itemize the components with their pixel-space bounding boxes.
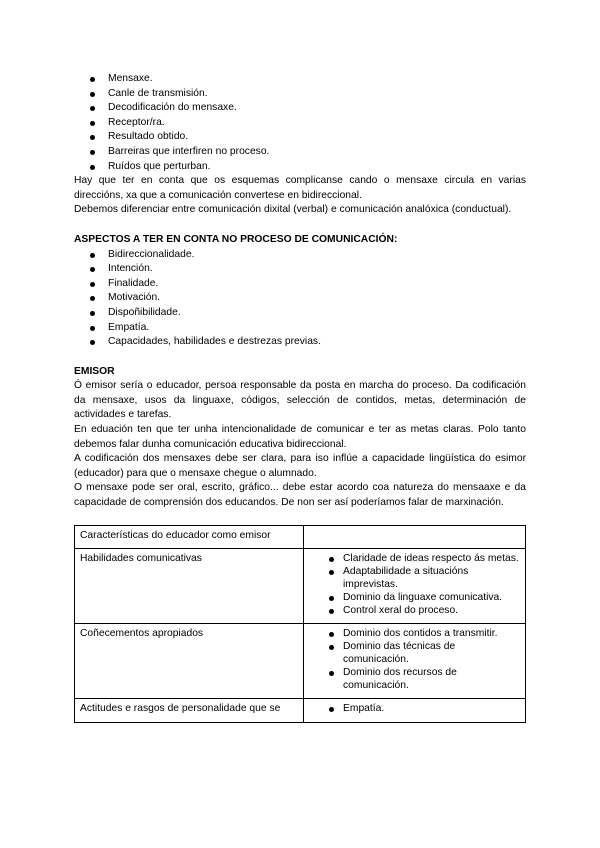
paragraph-codification: A codificación dos mensaxes debe ser clara, para iso inflúe a capacidade lingüística do esimor (educador) para que o mensaxe chegue o alumnado. bbox=[74, 453, 526, 479]
table-row-label: Actitudes e rasgos de personalidade que se bbox=[75, 699, 304, 723]
table-row-items bbox=[304, 624, 526, 699]
table-row-label: Habilidades comunicativas bbox=[75, 549, 304, 624]
list-item: Motivación. bbox=[90, 291, 526, 306]
communication-elements-list bbox=[74, 72, 526, 174]
table-row-items bbox=[304, 699, 526, 723]
document-body bbox=[74, 72, 526, 723]
list-item: Claridade de ideas respecto ás metas. bbox=[329, 553, 520, 566]
educator-characteristics-table bbox=[74, 525, 526, 724]
list-item: Bidireccionalidade. bbox=[90, 248, 526, 263]
list-item: Adaptabilidade a situacións imprevistas. bbox=[329, 566, 520, 592]
list-item: Dominio da linguaxe comunicativa. bbox=[329, 592, 520, 605]
list-item: Dominio dos recursos de comunicación. bbox=[329, 667, 520, 693]
table-row bbox=[75, 699, 526, 723]
table-header-cell: Características do educador como emisor bbox=[75, 525, 304, 549]
table-row bbox=[75, 624, 526, 699]
list-item: Barreiras que interfiren no proceso. bbox=[90, 145, 526, 160]
list-item: Capacidades, habilidades e destrezas previas. bbox=[90, 335, 526, 350]
table-header-row bbox=[75, 525, 526, 549]
table-header-empty-cell bbox=[304, 525, 526, 549]
paragraph-schemes: Hay que ter en conta que os esquemas complicanse cando o mensaxe circula en varias direccións, xa que a comunicación convertese en bidireccional. bbox=[74, 175, 526, 201]
cell-list bbox=[309, 628, 520, 692]
list-item: Canle de transmisión. bbox=[90, 87, 526, 102]
list-item: Intención. bbox=[90, 262, 526, 277]
paragraph-digital-analog: Debemos diferenciar entre comunicación dixital (verbal) e comunicación analóxica (conductual). bbox=[74, 204, 512, 216]
list-item: Ruídos que perturban. bbox=[90, 160, 526, 175]
list-item: Finalidade. bbox=[90, 277, 526, 292]
table-row bbox=[75, 549, 526, 624]
table-row-items bbox=[304, 549, 526, 624]
list-item: Dominio das técnicas de comunicación. bbox=[329, 641, 520, 667]
aspects-list bbox=[74, 248, 526, 350]
heading-aspectos: ASPECTOS A TER EN CONTA NO PROCESO DE COMUNICACIÓN: bbox=[74, 233, 398, 245]
table-row-label: Coñecementos apropiados bbox=[75, 624, 304, 699]
list-item: Mensaxe. bbox=[90, 72, 526, 87]
list-item: Empatía. bbox=[90, 321, 526, 336]
paragraph-message-types: O mensaxe pode ser oral, escrito, gráfico... debe estar acordo coa natureza do mensaaxe e da capacidade de comprensión dos educandos. De non ser así poderíamos falar de marxinación. bbox=[74, 482, 526, 509]
list-item: Decodificación do mensaxe. bbox=[90, 101, 526, 116]
list-item: Control xeral do proceso. bbox=[329, 605, 520, 618]
heading-emisor: EMISOR bbox=[74, 365, 115, 377]
list-item: Empatía. bbox=[329, 703, 520, 716]
list-item: Dispoñibilidade. bbox=[90, 306, 526, 321]
list-item: Resultado obtido. bbox=[90, 130, 526, 145]
list-item: Receptor/ra. bbox=[90, 116, 526, 131]
cell-list bbox=[309, 553, 520, 617]
list-item: Dominio dos contidos a transmitir. bbox=[329, 628, 520, 641]
paragraph-emisor-role: Ó emisor sería o educador, persoa responsable da posta en marcha do proceso. Da codificación da mensaxe, usos da linguaxe, códigos, selección de contidos, metas, determinación de actividades e tarefas. bbox=[74, 380, 526, 421]
paragraph-intentionality: En eduación ten que ter unha intencionalidade de comunicar e ter as metas claras. Polo tanto debemos falar dunha comunicación educativa bidireccional. bbox=[74, 424, 526, 450]
cell-list bbox=[309, 703, 520, 716]
